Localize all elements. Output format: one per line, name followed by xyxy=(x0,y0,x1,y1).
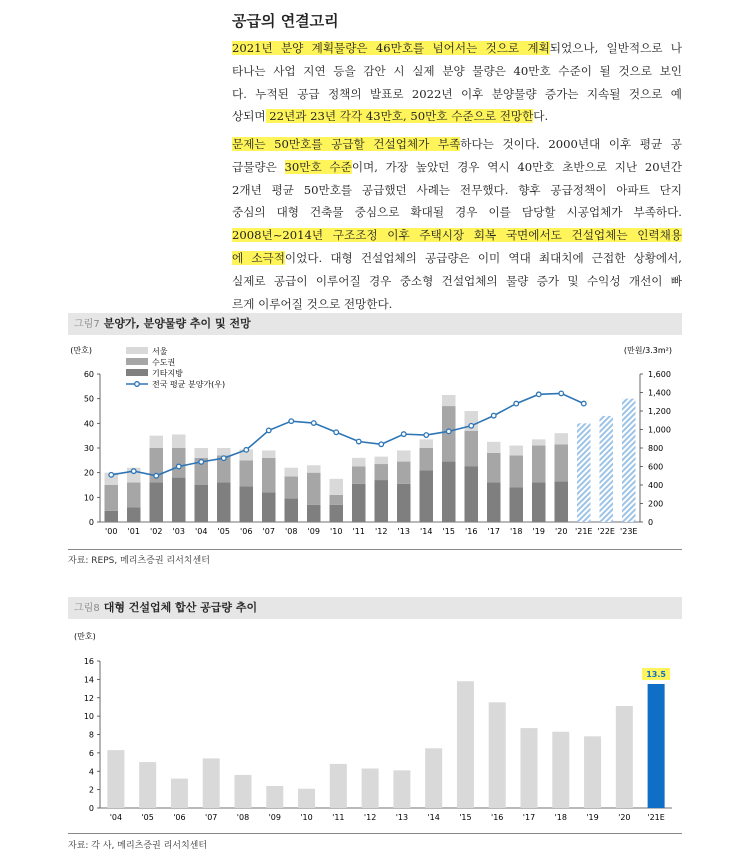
bar-segment xyxy=(307,465,321,472)
bar-segment xyxy=(532,439,546,445)
x-tick-label: '15 xyxy=(442,527,455,536)
figure7-header xyxy=(68,313,682,335)
price-point xyxy=(491,413,496,418)
y-tick-label: 4 xyxy=(88,767,94,777)
x-tick-label: '10 xyxy=(300,813,313,822)
bar-segment xyxy=(217,483,231,522)
highlight-bar xyxy=(648,684,665,808)
bar-segment xyxy=(127,483,141,508)
highlighted-text: 2008년~2014년 구조조정 이후 주택시장 회복 국면에서도 건설업체는 인력채용 xyxy=(232,228,682,243)
left-tick-label: 60 xyxy=(83,370,94,379)
text-run: 실제로 공급이 이루어질 경우 중소형 건설업체의 물량 증가 및 수익성 개선이 빠 xyxy=(232,273,682,288)
y-tick-label: 6 xyxy=(88,748,94,758)
right-tick-label: 1,400 xyxy=(648,388,671,398)
bar xyxy=(266,786,283,808)
bar xyxy=(552,732,569,808)
highlighted-text: 문제는 50만호를 공급할 건설업체가 부족 xyxy=(232,137,461,151)
bar xyxy=(107,750,124,808)
bar-segment xyxy=(465,467,479,523)
bar-segment xyxy=(555,433,569,444)
bar-segment xyxy=(442,462,456,522)
bar-segment xyxy=(397,462,411,484)
legend-label: 기타지방 xyxy=(152,369,183,378)
bar-segment xyxy=(262,450,276,457)
bar-segment xyxy=(285,468,299,477)
p2-line xyxy=(232,201,682,224)
bar xyxy=(362,768,379,808)
left-tick-label: 40 xyxy=(83,419,94,429)
left-axis-unit: (만호) xyxy=(70,346,92,355)
x-tick-label: '17 xyxy=(487,527,500,536)
price-point xyxy=(559,391,564,396)
price-point xyxy=(424,433,429,438)
text-run: 르게 이루어질 것으로 전망한다. xyxy=(232,296,393,311)
highlighted-text: 22년과 23년 각각 43만호, 50만호 수준으로 전망한 xyxy=(265,109,534,124)
x-tick-label: '02 xyxy=(150,527,163,536)
figure8-header xyxy=(68,597,682,619)
figure7-title: 분양가, 분양물량 추이 및 전망 xyxy=(103,317,251,330)
bar-segment xyxy=(262,458,276,493)
text-run: 이었다. 대형 건설업체의 공급량은 이미 역대 최대치에 근접한 상황에서, xyxy=(284,250,682,265)
x-tick-label: '08 xyxy=(236,813,250,822)
p2-line xyxy=(232,179,682,202)
p2-line xyxy=(232,156,682,179)
p1-line xyxy=(232,37,682,60)
bar-segment xyxy=(622,399,636,522)
bar-segment xyxy=(532,446,546,483)
text-run: 다. 누적된 공급 정책의 발표로 2022년 이후 분양물량 증가는 지속될 것으로 예 xyxy=(232,86,682,101)
bar-segment xyxy=(420,439,434,448)
bar xyxy=(235,775,252,808)
x-tick-label: '09 xyxy=(268,813,281,822)
bar xyxy=(393,770,410,808)
bar-segment xyxy=(352,458,366,467)
text-run: 중심의 대형 건축물 중심으로 확대될 경우 이를 담당할 시공업체가 부족하다. xyxy=(232,205,682,220)
price-point xyxy=(581,401,586,406)
bar-segment xyxy=(307,505,321,522)
price-point xyxy=(334,430,339,435)
x-tick-label: '21E xyxy=(647,813,665,822)
x-tick-label: '22E xyxy=(597,527,615,536)
text-run: 이며, 가장 높았던 경우 역시 40만호 초반으로 지난 20년간 xyxy=(351,159,682,174)
figure8-title: 대형 건설업체 합산 공급량 추이 xyxy=(103,601,258,614)
x-tick-label: '07 xyxy=(262,527,275,536)
bar-segment xyxy=(420,448,434,470)
bar-segment xyxy=(510,487,524,522)
legend-swatch xyxy=(126,358,148,365)
bar xyxy=(171,779,188,808)
bar-segment xyxy=(487,483,501,522)
x-tick-label: '23E xyxy=(620,527,638,536)
highlighted-text: 30만호 수준 xyxy=(284,159,352,174)
price-point xyxy=(356,439,361,444)
x-tick-label: '07 xyxy=(205,813,218,822)
x-tick-label: '14 xyxy=(427,813,440,822)
bar-segment xyxy=(307,473,321,505)
price-point xyxy=(176,464,181,469)
right-tick-label: 1,200 xyxy=(648,407,671,416)
y-axis-unit: (만호) xyxy=(74,632,96,641)
bar-segment xyxy=(352,467,366,484)
figure7-source: 자료: REPS, 메리츠증권 리서치센터 xyxy=(68,556,210,566)
bar xyxy=(203,758,220,808)
bar-segment xyxy=(375,457,389,464)
price-point xyxy=(266,428,271,433)
x-tick-label: '18 xyxy=(554,813,567,822)
bar-segment xyxy=(442,395,456,406)
x-tick-label: '12 xyxy=(363,813,377,822)
price-point xyxy=(154,473,159,478)
x-tick-label: '13 xyxy=(397,527,410,536)
p1-line xyxy=(232,105,682,128)
bar-segment xyxy=(285,476,299,498)
left-tick-label: 20 xyxy=(83,468,94,478)
p1-line xyxy=(232,83,682,106)
bar-segment xyxy=(487,442,501,453)
price-point xyxy=(131,469,136,474)
p2-line xyxy=(232,224,682,247)
x-tick-label: '20 xyxy=(618,813,631,822)
price-point xyxy=(469,424,474,429)
x-tick-label: '09 xyxy=(307,527,320,536)
x-tick-label: '04 xyxy=(109,813,123,822)
left-tick-label: 30 xyxy=(83,444,94,453)
text-run: 급물량은 xyxy=(232,159,285,174)
bar-segment xyxy=(352,484,366,522)
bar-segment xyxy=(330,495,344,505)
right-tick-label: 0 xyxy=(648,518,654,527)
price-point xyxy=(244,448,249,453)
p2-line xyxy=(232,133,682,156)
x-tick-label: '06 xyxy=(240,527,253,536)
bar xyxy=(584,736,601,808)
bar-segment xyxy=(465,431,479,467)
legend-label: 서울 xyxy=(152,347,168,356)
price-point xyxy=(379,442,384,447)
right-tick-label: 1,000 xyxy=(648,425,671,435)
right-tick-label: 200 xyxy=(648,499,664,509)
highlighted-text: 에 소극적 xyxy=(232,250,285,265)
bar-segment xyxy=(150,436,164,448)
y-tick-label: 8 xyxy=(88,730,94,740)
bar-segment xyxy=(172,434,186,448)
x-tick-label: '04 xyxy=(195,527,208,536)
bar xyxy=(298,789,315,808)
bar xyxy=(616,706,633,808)
figure7-chart xyxy=(0,340,750,555)
y-tick-label: 0 xyxy=(88,804,94,813)
bar-segment xyxy=(487,453,501,483)
y-tick-label: 12 xyxy=(83,693,94,703)
text-run: 상되며 xyxy=(232,109,266,124)
x-tick-label: '21E xyxy=(575,527,593,536)
bar xyxy=(489,702,506,808)
legend-swatch xyxy=(126,369,148,376)
bar-segment xyxy=(375,464,389,480)
price-point xyxy=(401,432,406,437)
x-tick-label: '19 xyxy=(586,813,599,822)
x-tick-label: '00 xyxy=(105,527,118,536)
bar-segment xyxy=(600,416,614,522)
x-tick-label: '05 xyxy=(141,813,154,822)
text-run: 2개년 평균 50만호를 공급했던 사례는 전무했다. 향후 공급정책이 아파트 단지 xyxy=(232,182,682,197)
bar xyxy=(330,764,347,808)
price-point xyxy=(289,419,294,424)
x-tick-label: '20 xyxy=(555,527,568,536)
bar-segment xyxy=(217,448,231,455)
text-run: 되었으나, 일반적으로 나 xyxy=(549,41,682,55)
text-run: 다. xyxy=(533,109,549,124)
price-point xyxy=(199,460,204,465)
price-point xyxy=(536,392,541,397)
x-tick-label: '18 xyxy=(510,527,523,536)
legend-label: 전국 평균 분양가(우) xyxy=(152,380,226,389)
y-tick-label: 16 xyxy=(83,657,94,666)
p2-line xyxy=(232,293,682,316)
bar-segment xyxy=(172,448,186,478)
x-tick-label: '11 xyxy=(332,813,345,822)
price-point xyxy=(311,421,316,426)
paragraph-1 xyxy=(232,37,682,128)
x-tick-label: '19 xyxy=(532,527,545,536)
paragraph-2 xyxy=(232,133,682,315)
x-tick-label: '11 xyxy=(352,527,365,536)
highlighted-text: 2021년 분양 계획물량은 46만호를 넘어서는 것으로 계획 xyxy=(232,41,550,55)
x-tick-label: '13 xyxy=(395,813,409,822)
price-point xyxy=(446,429,451,434)
left-tick-label: 0 xyxy=(88,518,94,527)
bar-segment xyxy=(330,505,344,522)
x-tick-label: '05 xyxy=(217,527,230,536)
legend-swatch xyxy=(126,347,148,354)
bar xyxy=(521,728,538,808)
x-tick-label: '16 xyxy=(465,527,478,536)
price-point xyxy=(514,401,519,406)
bar-segment xyxy=(262,492,276,522)
bar-segment xyxy=(105,511,119,522)
right-tick-label: 400 xyxy=(648,481,664,490)
x-tick-label: '06 xyxy=(173,813,186,822)
bar-segment xyxy=(172,478,186,522)
left-tick-label: 10 xyxy=(83,493,94,503)
right-tick-label: 600 xyxy=(648,462,664,472)
left-tick-label: 50 xyxy=(83,394,94,404)
legend-marker xyxy=(135,382,140,387)
bar-segment xyxy=(397,450,411,461)
bar-segment xyxy=(375,480,389,522)
bar xyxy=(457,681,474,808)
right-axis-unit: (만원/3.3m²) xyxy=(623,346,672,355)
figure8-source: 자료: 각 사, 메리츠증권 리서치센터 xyxy=(68,841,208,851)
x-tick-label: '16 xyxy=(491,813,504,822)
bar-segment xyxy=(510,446,524,456)
bar-segment xyxy=(127,507,141,522)
y-tick-label: 14 xyxy=(83,675,94,685)
p2-line xyxy=(232,270,682,293)
figure7-rule xyxy=(68,549,682,550)
data-label: 13.5 xyxy=(646,669,666,679)
legend-label: 수도권 xyxy=(152,358,176,367)
p2-line xyxy=(232,247,682,270)
x-tick-label: '12 xyxy=(375,527,388,536)
bar-segment xyxy=(510,455,524,487)
figure8-rule xyxy=(68,833,682,834)
bar-segment xyxy=(330,479,344,495)
price-point xyxy=(109,473,114,478)
bar-segment xyxy=(577,423,591,522)
bar-segment xyxy=(555,444,569,481)
bar-segment xyxy=(240,486,254,522)
x-tick-label: '08 xyxy=(285,527,298,536)
x-tick-label: '01 xyxy=(127,527,140,536)
text-run: 타나는 사업 지연 등을 감안 시 실제 분양 물량은 40만호 수준이 될 것으로 보인 xyxy=(232,63,682,78)
bar xyxy=(425,748,442,808)
figure8-chart xyxy=(0,625,750,830)
bar-segment xyxy=(532,483,546,522)
x-tick-label: '10 xyxy=(330,527,343,536)
x-tick-label: '14 xyxy=(420,527,433,536)
y-tick-label: 10 xyxy=(83,712,94,722)
text-run: 하다는 것이다. 2000년대 이후 평균 공 xyxy=(460,137,682,151)
figure8-number: 그림8 xyxy=(74,603,100,614)
price-point xyxy=(221,456,226,461)
bar-segment xyxy=(240,460,254,486)
bar xyxy=(139,762,156,808)
right-tick-label: 800 xyxy=(648,444,664,453)
bar-segment xyxy=(195,448,209,458)
bar-segment xyxy=(420,470,434,522)
bar-segment xyxy=(195,485,209,522)
x-tick-label: '17 xyxy=(522,813,536,822)
bar-segment xyxy=(397,484,411,522)
x-tick-label: '15 xyxy=(459,813,472,822)
bar-segment xyxy=(285,499,299,522)
y-tick-label: 2 xyxy=(88,785,94,795)
p1-line xyxy=(232,60,682,83)
bar-segment xyxy=(105,485,119,511)
right-tick-label: 1,600 xyxy=(648,370,671,379)
bar-segment xyxy=(150,483,164,522)
figure7-number: 그림7 xyxy=(74,319,100,330)
section-title: 공급의 연결고리 xyxy=(232,12,339,30)
bar-segment xyxy=(555,481,569,522)
x-tick-label: '03 xyxy=(172,527,185,536)
